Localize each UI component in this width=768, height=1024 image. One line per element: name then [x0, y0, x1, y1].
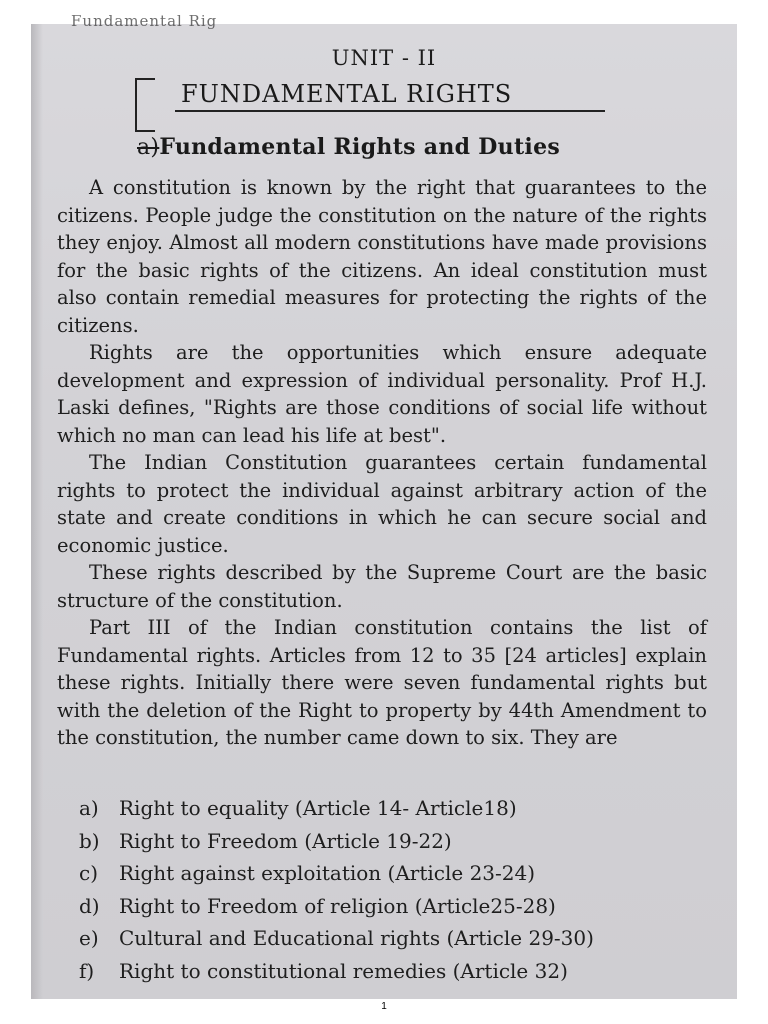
body-text	[57, 174, 707, 752]
section-heading	[137, 134, 560, 160]
running-header: Fundamental Rig	[71, 12, 218, 30]
list-item-text: Right against exploitation (Article 23-24)	[119, 861, 536, 885]
unit-title: UNIT - II	[331, 46, 437, 70]
list-marker: f)	[79, 958, 95, 983]
list-item	[79, 825, 699, 858]
main-title: FUNDAMENTAL RIGHTS	[181, 80, 513, 108]
scanned-page-photo	[31, 12, 737, 999]
list-item	[79, 890, 699, 923]
paragraph: Part III of the Indian constitution contains the list of Fundamental rights. Articles from 12 to 35 [24 articles] explain these rights. Initially there were seven fundamental rights but with the deletion of the Right to property by 44th Amendment to the constitution, the number came down to six. They are	[57, 616, 707, 749]
section-heading-text: Fundamental Rights and Duties	[159, 134, 561, 160]
list-marker: e)	[79, 926, 99, 950]
list-item	[79, 922, 699, 955]
list-marker: b)	[79, 828, 100, 853]
page-number: 1	[381, 1001, 387, 1012]
paragraph: The Indian Constitution guarantees certain fundamental rights to protect the individual against arbitrary action of the state and create conditions in which he can secure social and economic justice.	[57, 451, 707, 557]
list-item	[79, 955, 699, 988]
list-item-text: Right to Freedom (Article 19-22)	[119, 828, 452, 853]
list-marker: a)	[79, 796, 99, 820]
paragraph: These rights described by the Supreme Court are the basic structure of the constitution.	[57, 561, 707, 612]
list-item	[79, 857, 699, 890]
list-item-text: Right to Freedom of religion (Article25-28)	[119, 893, 556, 918]
page-binding-edge	[31, 24, 43, 999]
list-item-text: Cultural and Educational rights (Article 29-30)	[119, 926, 594, 950]
list-marker: c)	[79, 861, 99, 885]
title-bracket	[135, 78, 155, 132]
title-underline	[175, 110, 605, 112]
list-item-text: Right to constitutional remedies (Article 32)	[119, 958, 568, 983]
rights-list	[79, 792, 699, 987]
list-marker: d)	[79, 893, 100, 918]
list-item-text: Right to equality (Article 14- Article18)	[119, 796, 517, 820]
list-item	[79, 792, 699, 825]
section-marker: a)	[137, 135, 160, 160]
paragraph: A constitution is known by the right that guarantees to the citizens. People judge the constitution on the nature of the rights they enjoy. Almost all modern constitutions have made provisions for the basic rights of the citizens. An ideal constitution must also contain remedial measures for protecting the rights of the citizens.	[57, 176, 707, 337]
paragraph: Rights are the opportunities which ensure adequate development and expression of individual personality. Prof H.J. Laski defines, "Rights are those conditions of social life without which no man can lead his life at best".	[57, 341, 707, 447]
